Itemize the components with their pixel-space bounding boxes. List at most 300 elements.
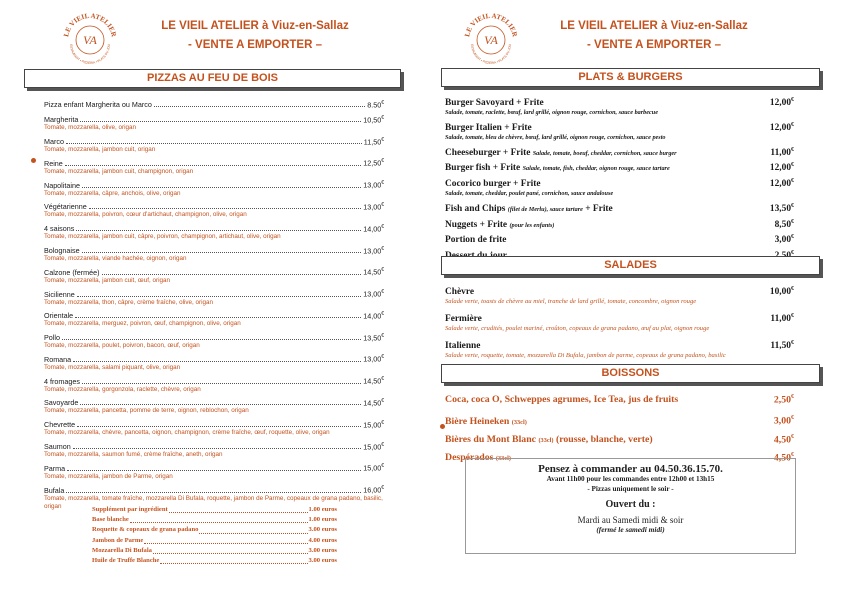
plat-line [445,95,794,109]
currency: € [381,202,384,209]
restaurant-name: LE VIEIL ATELIER à Viuz-en-Sallaz [560,20,748,32]
pizza-name: 4 fromages [44,376,80,386]
logo-text-top: LE VIEIL ATELIER [62,11,118,38]
plat-line [445,201,794,215]
pizza-price [363,332,384,342]
currency: € [791,121,794,128]
pizza-ingredients: Tomate, mozzarella, salami piquant, olive, origan [44,363,181,371]
dot-leader [80,121,361,122]
logo-monogram: VA [83,33,97,47]
plat-line [445,120,794,134]
plat-name: Burger Savoyard + Frite [445,98,544,109]
plats-list [445,95,794,264]
pizza-line [44,419,384,429]
pizza-ingredients: Tomate, mozzarella, thon, câpre, crème fraîche, olive, origan [44,298,214,306]
pizza-line [44,310,384,320]
drink-item [445,430,794,448]
plat-name: Portion de frite [445,235,507,246]
dot-leader [199,533,307,534]
currency: € [791,433,794,440]
pizza-name: Romana [44,354,72,364]
salade-name: Chèvre [445,287,474,298]
plat-line [445,176,794,190]
currency: € [791,340,794,347]
dot-leader [65,165,361,166]
currency: € [381,180,384,187]
price-value: 12,00 [769,163,791,174]
item-price [775,217,794,231]
pizza-line [44,245,384,255]
currency: € [791,162,794,169]
boissons-section-header: BOISSONS [441,364,820,383]
price-value: 2,50 [773,394,791,406]
pizza-name: Calzone (fermée) [44,267,100,277]
drink-size: (33cl) [538,436,554,444]
pizza-name: Bolognaise [44,245,80,255]
pizza-name: Bufala [44,485,65,495]
pizza-name: Pollo [44,333,60,343]
pizza-ingredients: Tomate, mozzarella, jambon cuit, œuf, origan [44,276,170,284]
pizza-price [363,462,384,472]
item-price [770,338,794,352]
supplement-price: 3.00 euros [308,546,337,554]
plat-label [445,235,506,246]
pizza-line [44,201,384,211]
pizza-item [44,419,384,441]
salade-line [445,311,794,325]
currency: € [381,245,384,252]
item-price [770,201,794,215]
currency: € [791,415,794,422]
logo-text-bottom: ESTAURANT • PIZZERIA • PLATS DU JOU [469,44,513,66]
pizza-price [363,419,384,429]
pizza-item [44,288,384,310]
supplement-name: Roquette & copeaux de grana padano [92,526,199,534]
pizza-price [363,179,384,189]
pizza-item [44,99,384,114]
plat-line [445,145,794,159]
closed-note: (fermé le samedi midi) [596,525,665,534]
dot-leader [77,426,361,427]
dot-leader [102,274,362,275]
plat-item [445,232,794,246]
pizza-ingredients: Tomate, mozzarella, merguez, poivron, œuf, champignon, olive, origan [44,320,241,328]
pizza-name: Chevrette [44,420,76,430]
dot-leader [76,230,361,231]
currency: € [381,354,384,361]
dot-leader [82,383,361,384]
plat-label [445,220,555,231]
currency: € [381,267,384,274]
salade-item [445,284,794,306]
opening-days: Mardi au Samedi midi & soir [577,515,684,525]
pizza-name: Napolitaine [44,180,80,190]
drink-item [445,390,794,407]
pizza-price [363,441,384,451]
pizza-line [44,114,384,124]
salade-line [445,284,794,298]
pizza-name: Pizza enfant Margherita ou Marco [44,100,152,110]
pizza-item [44,441,384,463]
currency: € [791,451,794,458]
supplement-name: Supplément par ingrédient [92,506,168,513]
pizza-ingredients: Tomate, mozzarella, poulet, poivron, bacon, œuf, origan [44,342,200,350]
pizza-line [44,288,384,298]
pizza-line [44,375,384,385]
currency: € [791,178,794,185]
price-value: 14,00 [363,311,382,321]
plat-item [445,120,794,142]
plat-inline-desc: Salade, tomate, boeuf, cheddar, cornichon, sauce burger [532,149,677,157]
pizza-price [364,136,384,146]
price-value: 13,00 [363,202,382,212]
plat-item [445,95,794,117]
plat-label [445,148,677,159]
price-value: 8.50 [367,100,382,110]
supplement-item [92,525,337,535]
currency: € [381,332,384,339]
currency: € [791,394,794,400]
price-value: 11,00 [770,314,791,325]
plat-name: Burger fish + Frite [445,163,521,174]
plat-name: Burger Italien + Frite [445,122,532,133]
drink-name: Despérados [445,452,494,464]
pizza-item [44,114,384,136]
drink-name: Coca, coca O, Schweppes agrumes, Ice Tea, jus de fruits [445,394,679,406]
price-value: 13,00 [363,180,382,190]
pizza-ingredients: Tomate, mozzarella, jambon cuit, origan [44,146,156,154]
price-value: 12,00 [769,179,791,190]
supplement-item [92,546,337,556]
pizza-price [363,353,384,363]
restaurant-subtitle: - VENTE A EMPORTER – [188,39,322,51]
pizza-line [44,179,384,189]
price-value: 10,50 [363,115,382,125]
price-value: 13,00 [363,245,382,255]
plat-item [445,201,794,215]
logo-monogram: VA [484,33,498,47]
currency: € [381,136,384,143]
plat-item [445,217,794,231]
currency: € [791,250,794,257]
currency: € [381,114,384,121]
supplement-item [92,505,337,515]
pizza-ingredients: Tomate, mozzarella, câpre, anchois, olive, origan [44,189,181,197]
plats-section-header: PLATS & BURGERS [441,68,820,87]
price-value: 15,00 [363,463,382,473]
supplement-name: Mozzarella Di Bufala [92,546,152,554]
pizza-ingredients: Tomate, mozzarella, jambon cuit, champignon, origan [44,167,194,175]
drink-variants: (rousse, blanche, verte) [555,433,653,445]
boissons-list [445,390,794,466]
salades-list [445,284,794,365]
salade-line [445,338,794,352]
currency: € [381,485,384,492]
currency: € [381,158,384,165]
dot-leader [154,106,365,107]
pizza-item [44,353,384,375]
pizza-price [363,375,384,385]
pizza-name: Savoyarde [44,398,79,408]
salade-description: Salade verte, toasts de chèvre au miel, tranche de lard grillé, tomate, concombre, oignon rouge [445,298,697,306]
price-value: 15,00 [363,442,382,451]
price-value: 13,00 [363,354,382,364]
bullet-dot [31,158,36,163]
price-value: 12,00 [769,122,791,133]
dot-leader [80,404,361,405]
pizza-item [44,201,384,223]
pizza-item [44,310,384,332]
plat-name: Cheeseburger + Frite [445,147,531,158]
drink-size: (33cl) [511,418,527,426]
price-value: 16,00 [363,485,382,495]
plat-suffix: + Frite [585,204,613,214]
plat-name: Nuggets + Frite [445,219,508,230]
pizza-item [44,245,384,267]
price-value: 11,00 [770,147,791,158]
item-price [770,120,794,134]
price-value: 12,00 [769,98,791,109]
pizza-ingredients: Tomate, mozzarella, tomate fraîche, mozzarella Di Bufala, roquette, jambon de Parme, copeaux de grana padano, basilic, origan [44,494,383,510]
supplement-item [92,556,337,566]
pizza-ingredients: Tomate, mozzarella, viande hachée, oignon, origan [44,254,187,262]
drink-label [445,393,678,407]
order-info-box [465,458,796,554]
plat-line [445,217,794,231]
pizza-price [363,310,384,320]
supplement-item [92,515,337,525]
supplement-name: Huile de Truffe Blanche [92,557,160,565]
price-value: 8,50 [774,219,791,230]
dot-leader [66,143,362,144]
drink-label [445,415,527,430]
plat-item [445,145,794,159]
plat-label [445,123,532,134]
pizza-line [44,99,384,114]
pizza-line [44,462,384,472]
supplements-list [92,505,337,566]
dot-leader [73,361,361,362]
plat-inline-desc: (pour les enfants) [509,221,555,229]
pizzas-section-header: PIZZAS AU FEU DE BOIS [24,69,401,88]
currency: € [791,97,794,103]
plat-line [445,232,794,246]
price-value: 3,00 [774,235,791,246]
drink-name: Bière Heineken [445,415,510,427]
currency: € [381,310,384,317]
pizza-ingredients: Tomate, mozzarella, pancetta, pomme de terre, oignon, reblochon, origan [44,407,249,415]
plat-name: Cocorico burger + Frite [445,179,541,190]
pizza-price [363,245,384,255]
bullet-dot [440,424,445,429]
price-value: 3,00 [773,415,791,427]
pizza-name: 4 saisons [44,224,75,234]
item-price [770,95,794,109]
item-price [770,160,794,174]
pizza-line [44,223,384,233]
salade-name: Fermière [445,314,482,325]
currency: € [791,234,794,241]
order-deadline: Avant 11h00 pour les commandes entre 12h00 et 13h15 [546,475,715,483]
dot-leader [153,553,308,554]
restaurant-name: LE VIEIL ATELIER à Viuz-en-Sallaz [161,20,349,32]
drink-price [774,430,794,447]
pizza-ingredients: Tomate, mozzarella, olive, origan [44,124,137,132]
price-value: 15,00 [363,420,382,430]
pizza-price [363,397,384,407]
salade-description: Salade verte, crudités, poulet mariné, croûton, copeaux de grana padano, œuf au plat, oignon rouge [445,325,710,333]
pizza-price [363,157,384,167]
drink-item [445,411,794,429]
currency: € [381,441,384,448]
pizza-item [44,375,384,397]
drink-size: (33cl) [495,455,511,463]
pizza-item [44,332,384,354]
currency: € [381,289,384,296]
dot-leader [130,522,308,523]
currency: € [381,398,384,405]
supplement-price: 3.00 euros [308,526,337,534]
currency: € [791,218,794,225]
price-value: 11,50 [770,341,791,352]
pizza-item [44,179,384,201]
plat-inline-desc: (filet de Merlu), sauce tartare [507,206,583,213]
salade-name: Italienne [445,341,481,352]
order-evening-note: - Pizzas uniquement le soir - [587,484,674,493]
currency: € [381,100,384,106]
plat-inline-desc: Salade, tomate, fish, cheddar, oignon rouge, sauce tartare [522,165,670,173]
supplement-price: 1.00 euros [308,516,337,524]
pizza-item [44,397,384,419]
restaurant-logo [459,8,523,66]
dot-leader [66,492,361,493]
pizza-name: Reine [44,158,63,168]
salade-description: Salade verte, roquette, tomate, mozzarella Di Bufala, jambon de parme, copeaux de grana padano, basilic [445,352,726,360]
plat-description: Salade, tomate, bleu de chèvre, bœuf, lard grillé, oignon rouge, cornichon, sauce pesto [445,133,666,141]
pizza-line [44,441,384,451]
price-value: 13,50 [363,333,382,343]
plat-item [445,160,794,174]
pizza-ingredients: Tomate, mozzarella, jambon de Parme, origan [44,472,173,480]
logo-text-bottom: ESTAURANT • PIZZERIA • PLATS DU JOU [68,44,112,66]
plat-description: Salade, tomate, cheddar, poulet pané, cornichon, sauce andalouse [445,190,614,198]
price-value: 12,50 [363,158,382,168]
dot-leader [89,208,361,209]
supplement-price: 3.00 euros [308,557,337,565]
price-value: 10,00 [769,287,791,298]
dot-leader [169,512,308,513]
left-page [0,0,420,595]
right-page [421,0,841,595]
pizza-list [44,99,384,511]
pizza-price [363,201,384,211]
dot-leader [67,470,361,471]
supplement-name: Jambon de Parme [92,536,144,544]
price-value: 13,50 [769,204,791,214]
salade-item [445,311,794,333]
price-value: 11,50 [363,137,382,147]
opening-label: Ouvert du : [605,499,656,510]
item-price [770,311,794,325]
supplement-price: 4.00 euros [308,536,337,544]
pizza-name: Orientale [44,311,74,321]
order-phone-title: Pensez à commander au 04.50.36.15.70. [538,463,723,475]
plat-name: Fish and Chips [445,204,506,214]
item-price [770,176,794,190]
drink-label [445,433,653,448]
dot-leader [160,563,307,564]
plat-line [445,160,794,174]
pizza-price [363,114,384,124]
currency: € [791,286,794,292]
pizza-line [44,332,384,342]
pizza-ingredients: Tomate, mozzarella, chèvre, pancetta, oignon, champignon, crème fraîche, œuf, roquette, olive, origan [44,429,330,437]
restaurant-logo [58,8,122,66]
pizza-price [363,266,384,276]
price-value: 4,50 [773,452,791,464]
pizza-price [363,288,384,298]
pizza-item [44,462,384,484]
pizza-ingredients: Tomate, mozzarella, saumon fumé, crème fraîche, aneth, origan [44,451,223,458]
pizza-line [44,266,384,276]
item-price [770,284,794,298]
salades-section-header: SALADES [441,256,820,275]
currency: € [381,223,384,230]
pizza-name: Parma [44,463,66,473]
price-value: 4,50 [773,433,791,445]
plat-item [445,176,794,198]
currency: € [791,313,794,320]
pizza-ingredients: Tomate, mozzarella, poivron, cœur d'artichaut, champignon, olive, origan [44,211,247,219]
pizza-ingredients: Tomate, mozzarella, jambon cuit, câpre, poivron, champignon, artichaut, olive, origan [44,233,281,241]
pizza-name: Sicilienne [44,289,75,299]
pizza-price [363,223,384,233]
price-value: 14,50 [363,376,382,386]
pizza-name: Margherita [44,115,79,125]
drink-name: Bières du Mont Blanc [445,433,536,445]
currency: € [381,419,384,426]
currency: € [791,202,794,209]
restaurant-subtitle: - VENTE A EMPORTER – [587,39,721,51]
dot-leader [62,339,361,340]
supplement-item [92,536,337,546]
item-price [775,232,794,246]
pizza-name: Saumon [44,442,71,451]
pizza-price [367,99,384,109]
logo-text-top: LE VIEIL ATELIER [463,11,519,38]
pizza-item [44,266,384,288]
supplement-name: Base blanche [92,516,129,524]
dot-leader [144,543,307,544]
dot-leader [82,252,362,253]
pizza-item [44,157,384,179]
price-value: 13,00 [363,289,382,299]
pizza-line [44,136,384,146]
drink-price [774,411,794,428]
supplement-price: 1.00 euros [308,506,337,513]
pizza-price [363,484,384,494]
price-value: 14,50 [363,398,382,408]
plat-description: Salade, tomate, raclette, bœuf, lard grillé, oignon rouge, cornichon, sauce barbecue [445,109,658,117]
pizza-item [44,136,384,158]
dot-leader [77,296,361,297]
plat-label [445,204,613,215]
currency: € [381,463,384,470]
pizza-line [44,397,384,407]
dot-leader [75,317,361,318]
price-value: 14,00 [363,224,382,234]
plat-label [445,163,670,174]
